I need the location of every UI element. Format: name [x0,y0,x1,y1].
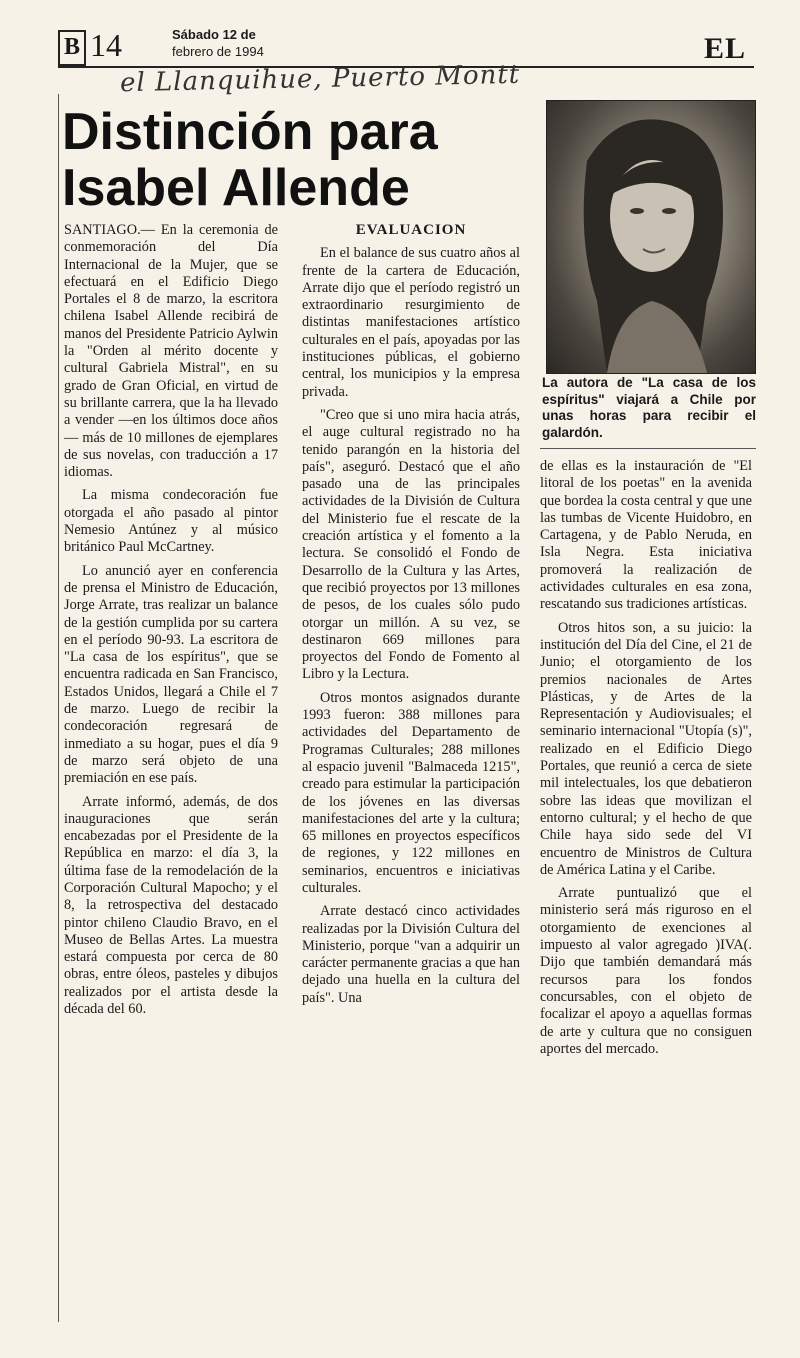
left-border-rule [58,94,59,1322]
headline-line-1: Distinción para [62,103,438,161]
paragraph: Otros montos asignados durante 1993 fueron: 388 millones para actividades del Departamento de Programas Culturales; 288 millones al espacio juvenil "Balmaceda 1215", creado para estimular la participación de los jóvenes en las diversas manifestaciones del arte y la cultura; 65 millones en proyectos específicos de regiones, y 122 millones en seminarios, encuentros e iniciativas culturales. [302,689,520,896]
paragraph: Otros hitos son, a su juicio: la institución del Día del Cine, el 21 de Junio; el otorgamiento de los premios nacionales de Artes Plásticas, y de Artes de la Representación y Audiovisuales; el seminario internacional "Utopía (s)", realizado en el Edificio Diego Portales, que reunió a cerca de siete mil intelectuales, los que debatieron sobre las ideas que movilizan el entorno cultural; y el hecho de que Chile haya sido sede del VI encuentro de Ministros de Cultura de América Latina y el Caribe. [540,619,752,878]
paragraph: La misma condecoración fue otorgada el año pasado al pintor Nemesio Antúnez y al músico británico Paul McCartney. [64,487,278,556]
headline-line-2: Isabel Allende [62,159,410,217]
column-1 [64,222,278,1024]
paragraph: En el balance de sus cuatro años al frente de la cartera de Educación, Arrate dijo que el período registró un extraordinario resurgimiento de distintas manifestaciones artístico culturales en el país, apoyadas por las instituciones públicas, el gobierno central, los municipios y la empresa privada. [302,245,520,400]
headline [62,104,532,216]
masthead: EL [703,32,746,65]
caption-rule [540,448,756,449]
paragraph: Arrate puntualizó que el ministerio será más riguroso en el otorgamiento de exenciones al impuesto al valor agregado )IVA(. Dijo que también demandará más recursos para los fondos concursables, con el objeto de focalizar el apoyo a aquellas formas de arte y cultura que no consiguen aportes del mercado. [540,885,752,1057]
date-line-1: Sábado 12 de [172,27,256,42]
photo-caption: La autora de "La casa de los espíritus" viajará a Chile por unas horas para recibir el galardón. [542,375,756,440]
date-line-2: febrero de 1994 [172,44,264,59]
paragraph: SANTIAGO.— En la ceremonia de conmemoración del Día Internacional de la Mujer, que se efectuará en el Edificio Diego Portales el 8 de marzo, la escritora chilena Isabel Allende recibirá de manos del Presidente Patricio Aylwin la "Orden al mérito docente y cultural Gabriela Mistral", en su grado de Gran Oficial, en virtud de su brillante carrera, que la ha llevado a vender —en los últimos doce años— más de 10 millones de ejemplares de sus novelas, con traducción a 17 idiomas. [64,222,278,481]
column-2 [302,222,520,1013]
date-block [172,26,264,60]
handwritten-note: el Llanquihue, Puerto Montt [119,59,521,99]
section-letter: B [58,30,86,66]
author-photo [546,100,756,374]
subheading: EVALUACION [355,222,467,238]
page-number: 14 [90,27,122,63]
paragraph: Arrate destacó cinco actividades realizadas por la División Cultura del Ministerio, porque "van a adquirir un carácter permanente gracias a que han dejado una huella en la cultura del país". Una [302,903,520,1006]
paragraph: "Creo que si uno mira hacia atrás, el auge cultural registrado no ha tenido parangón en la historia del país", aseguró. Destacó que el año pasado una de las principales actividades de la División de Cultura del Ministerio fue el rescate de la creación artística y el fomento a la lectura. Se consolidó el Fondo de Desarrollo de la Cultura y las Artes, que recibió proyectos por 13 millones de pesos, de los cuales sólo pudo otorgar un millón. A su vez, se destinaron 669 millones para proyectos del Fondo de Fomento al Libro y la Lectura. [302,406,520,683]
paragraph: de ellas es la instauración de "El litoral de los poetas" en la avenida que bordea la costa central y que une las tumbas de Vicente Huidobro, en Cartagena, y de Pablo Neruda, en Isla Negra. Esta iniciativa promoverá la realización de actividades culturales en esa zona, rescatando sus tradiciones artísticas. [540,458,752,613]
portrait-illustration [547,101,755,373]
column-3 [540,458,752,1064]
paragraph: Lo anunció ayer en conferencia de prensa el Ministro de Educación, Jorge Arrate, tras realizar un balance de la gestión cumplida por su cartera en el período 90-93. La escritora de "La casa de los espíritus", que se encuentra radicada en San Francisco, Estados Unidos, llegará a Chile el 7 de marzo. Luego de recibir la condecoración regresará de inmediato a su hogar, pues el día 9 de marzo será objeto de una premiación en ese país. [64,562,278,787]
paragraph: Arrate informó, además, de dos inauguraciones que serán encabezadas por el Presidente de la República en marzo: el día 3, la última fase de la remodelación de la Corporación Cultural Mapocho; y el 8, la retrospectiva del destacado pintor chileno Claudio Bravo, en el Museo de Bellas Artes. La muestra estará compuesta por cerca de 80 obras, entre óleos, pasteles y dibujos realizados por el artista desde la década del 60. [64,793,278,1018]
